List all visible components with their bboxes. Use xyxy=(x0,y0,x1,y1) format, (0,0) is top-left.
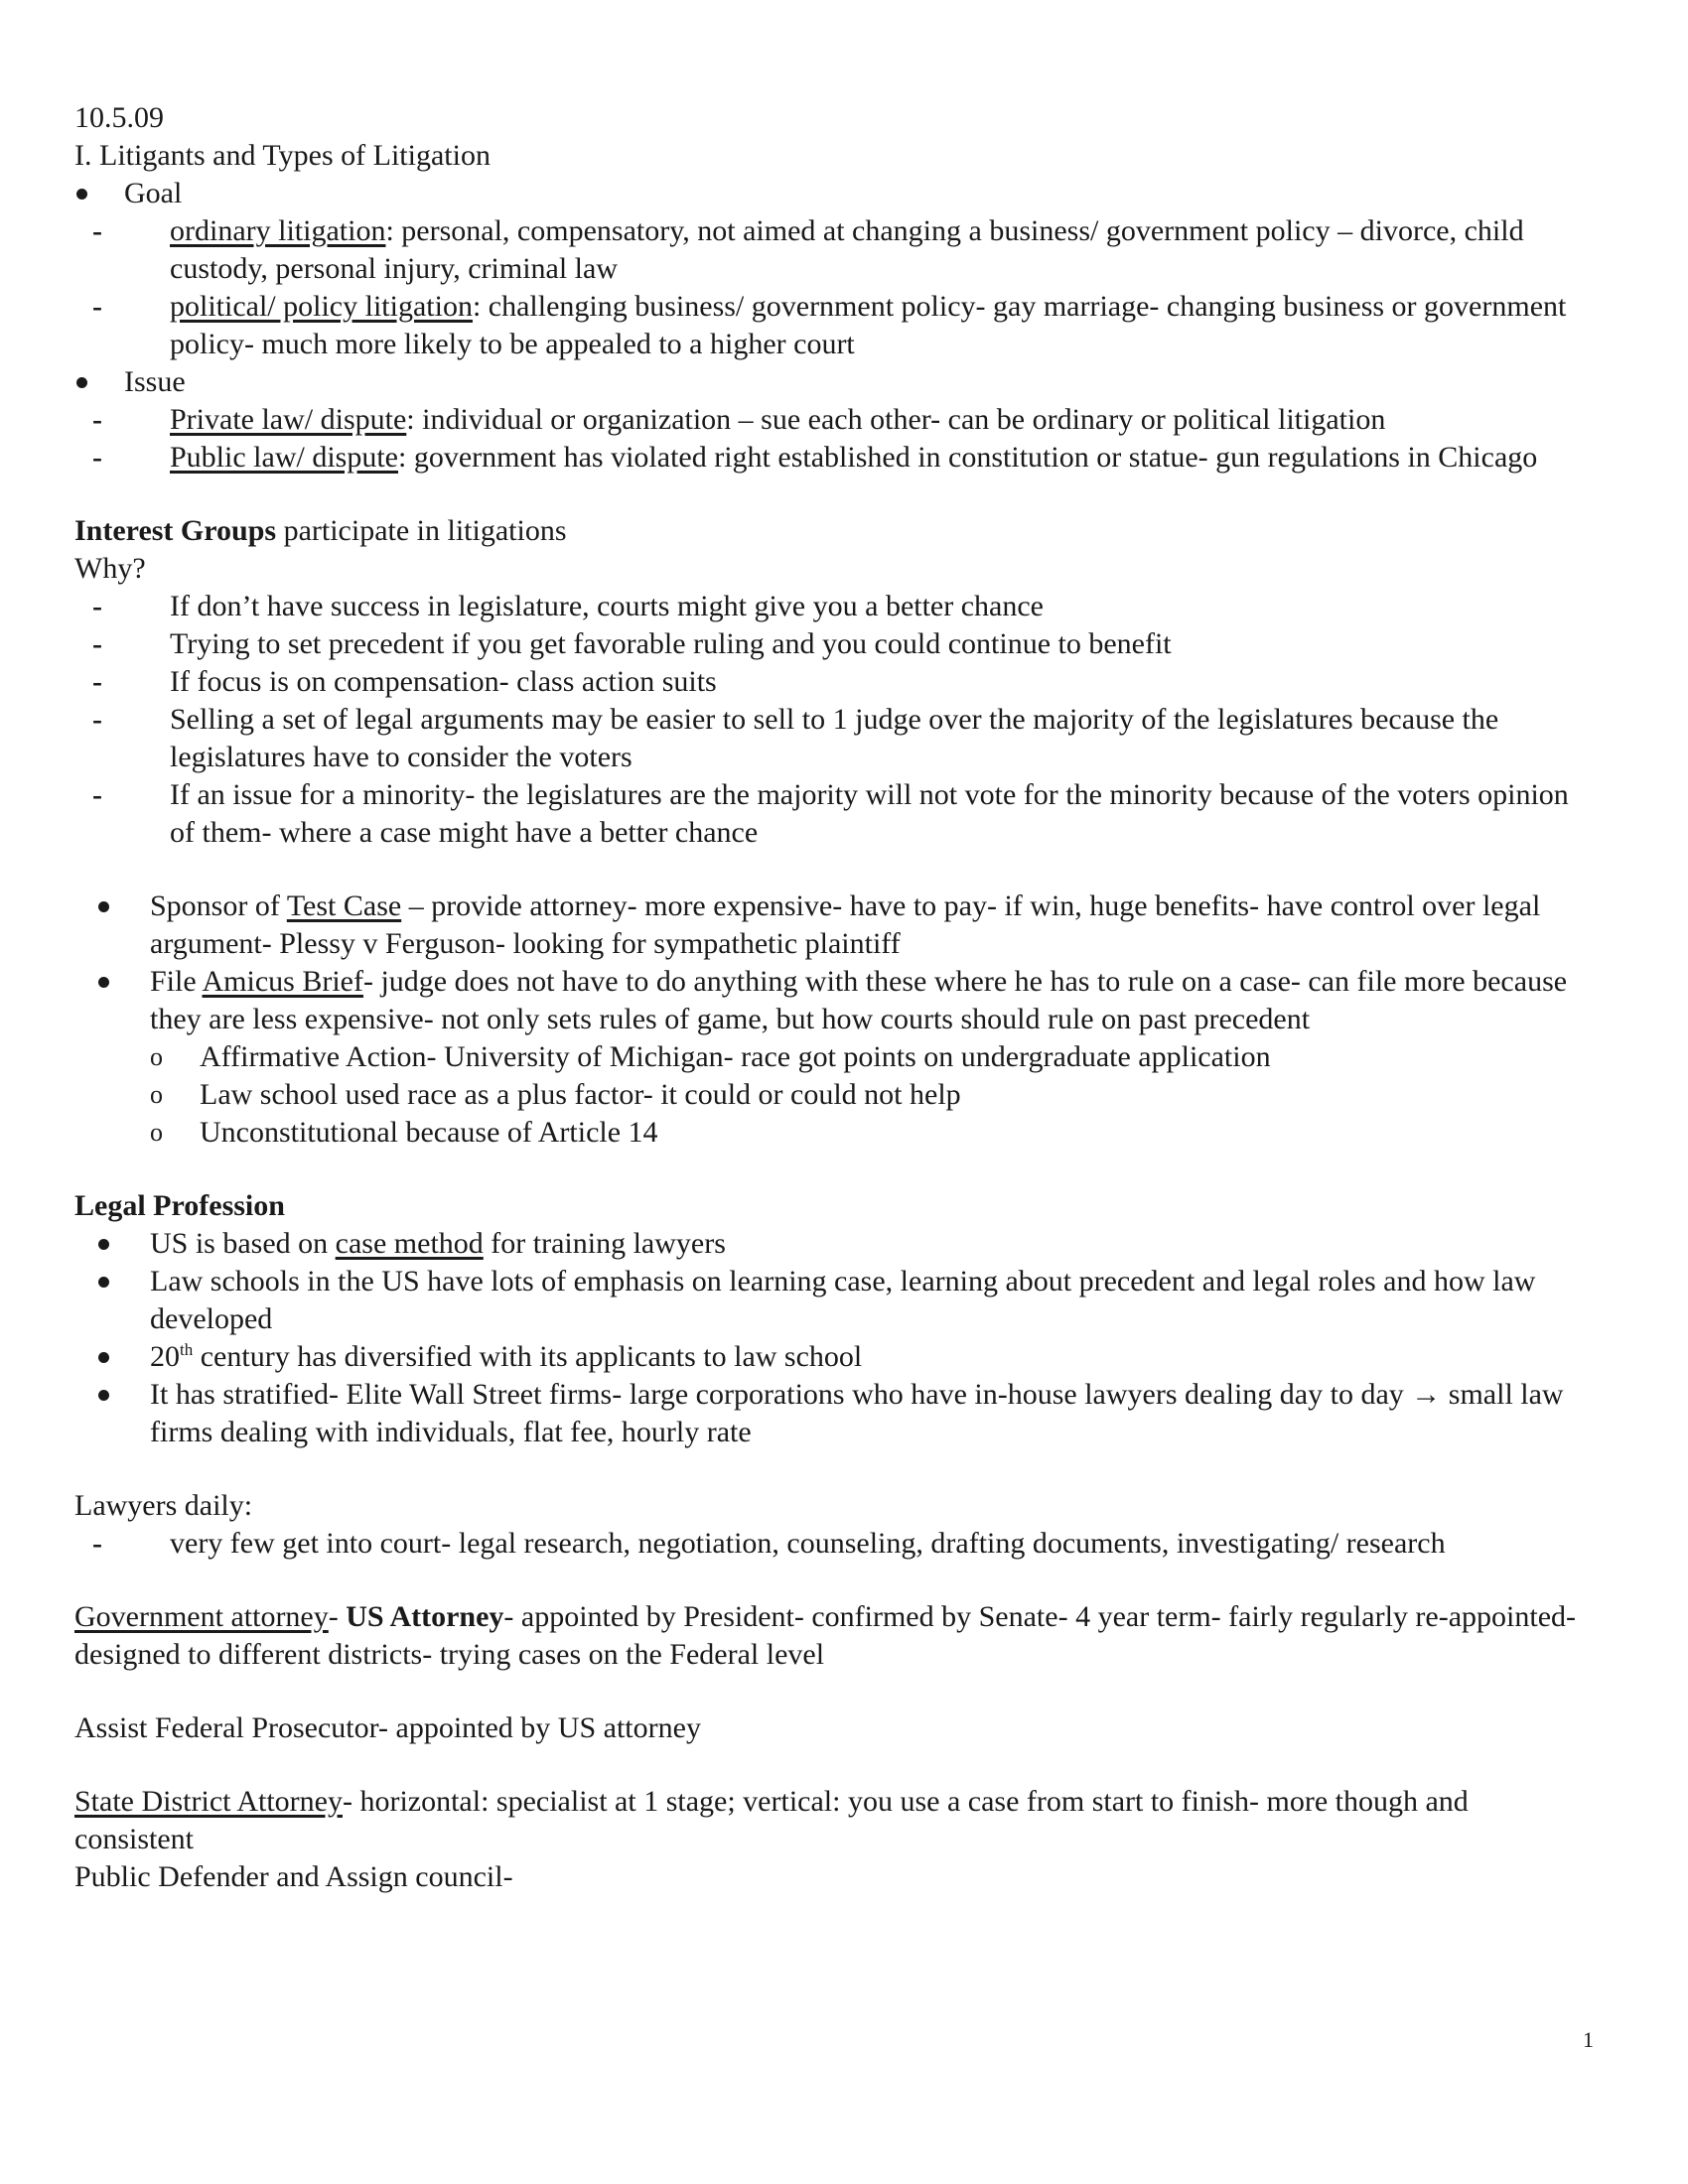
why-label: Why? xyxy=(74,552,146,585)
list-item: It has stratified- Elite Wall Street firms- large corporations who have in-house lawyers dealing day to day → small law firms dealing with individuals, flat fee, hourly rate xyxy=(74,1376,1594,1451)
list-item: - ordinary litigation: personal, compensatory, not aimed at changing a business/ government policy – divorce, child custody, personal injury, criminal law xyxy=(92,214,1524,285)
bullet-icon xyxy=(76,377,87,388)
state-attorney-paragraph: State District Attorney- horizontal: specialist at 1 stage; vertical: you use a case from start to finish- more though and consistent xyxy=(74,1785,1469,1855)
goal-bullet xyxy=(74,175,1594,212)
list-item: - very few get into court- legal research, negotiation, counseling, drafting documents, investigating/ research xyxy=(92,1527,1446,1560)
date: 10.5.09 xyxy=(74,101,164,134)
legal-profession-heading: Legal Profession xyxy=(74,1189,285,1222)
interest-groups-heading: Interest Groups participate in litigations xyxy=(74,514,567,547)
list-item: - Trying to set precedent if you get favorable ruling and you could continue to benefit xyxy=(92,627,1172,660)
sub-list-item: o Law school used race as a plus factor- it could or could not help xyxy=(74,1076,1594,1114)
right-arrow-icon: → xyxy=(1411,1378,1442,1411)
sub-list-item: o Affirmative Action- University of Michigan- race got points on undergraduate application xyxy=(74,1038,1594,1076)
lawyers-daily-label: Lawyers daily: xyxy=(74,1489,253,1522)
bullet-icon xyxy=(98,901,109,912)
term: ordinary litigation xyxy=(170,214,386,247)
term: Public law/ dispute xyxy=(170,441,398,474)
term: case method xyxy=(335,1227,484,1260)
section-heading: I. Litigants and Types of Litigation xyxy=(74,139,491,172)
page-number: 1 xyxy=(1583,2027,1594,2052)
document-page xyxy=(74,99,1594,1896)
sponsor-bullet: Sponsor of Test Case – provide attorney- more expensive- have to pay- if win, huge benefits- have control over legal argument- Plessy v Ferguson- looking for sympathetic plaintiff xyxy=(74,887,1594,963)
list-item: 20th century has diversified with its applicants to law school xyxy=(74,1338,1594,1376)
list-item: US is based on case method for training lawyers xyxy=(74,1225,1594,1263)
bullet-icon xyxy=(98,1390,109,1401)
bullet-icon xyxy=(76,189,87,200)
bullet-icon xyxy=(98,1239,109,1250)
bullet-icon xyxy=(98,1352,109,1363)
sub-list-item: o Unconstitutional because of Article 14 xyxy=(74,1114,1594,1152)
issue-label: Issue xyxy=(124,365,186,398)
list-item: - Private law/ dispute: individual or organization – sue each other- can be ordinary or political litigation xyxy=(92,403,1386,436)
list-item: - If focus is on compensation- class action suits xyxy=(92,665,717,698)
issue-bullet xyxy=(74,363,1594,401)
circle-bullet-icon: o xyxy=(150,1042,163,1071)
public-defender-paragraph: Public Defender and Assign council- xyxy=(74,1860,513,1893)
list-item: - Selling a set of legal arguments may be easier to sell to 1 judge over the majority of the legislatures because the legislatures have to consider the voters xyxy=(92,703,1499,773)
amicus-bullet: File Amicus Brief- judge does not have to do anything with these where he has to rule on a case- can file more because they are less expensive- not only sets rules of game, but how courts should rule on past precedent xyxy=(74,963,1594,1038)
government-attorney-paragraph: Government attorney- US Attorney- appointed by President- confirmed by Senate- 4 year term- fairly regularly re-appointed- designed to different districts- trying cases on the Federal level xyxy=(74,1600,1576,1671)
circle-bullet-icon: o xyxy=(150,1118,163,1147)
goal-label: Goal xyxy=(124,177,183,209)
circle-bullet-icon: o xyxy=(150,1080,163,1109)
bullet-icon xyxy=(98,1277,109,1288)
list-item: - political/ policy litigation: challenging business/ government policy- gay marriage- changing business or government policy- much more likely to be appealed to a higher court xyxy=(92,290,1567,360)
bullet-icon xyxy=(98,977,109,988)
list-item: - If an issue for a minority- the legislatures are the majority will not vote for the minority because of the voters opinion of them- where a case might have a better chance xyxy=(92,778,1569,849)
assist-prosecutor-paragraph: Assist Federal Prosecutor- appointed by US attorney xyxy=(74,1711,701,1744)
list-item: - Public law/ dispute: government has violated right established in constitution or statue- gun regulations in Chicago xyxy=(92,441,1538,474)
term: Test Case xyxy=(286,889,402,922)
term: Amicus Brief xyxy=(202,965,363,998)
term: Private law/ dispute xyxy=(170,403,407,436)
list-item: Law schools in the US have lots of emphasis on learning case, learning about precedent and legal roles and how law developed xyxy=(74,1263,1594,1338)
term: political/ policy litigation xyxy=(170,290,473,323)
list-item: - If don’t have success in legislature, courts might give you a better chance xyxy=(92,590,1044,622)
